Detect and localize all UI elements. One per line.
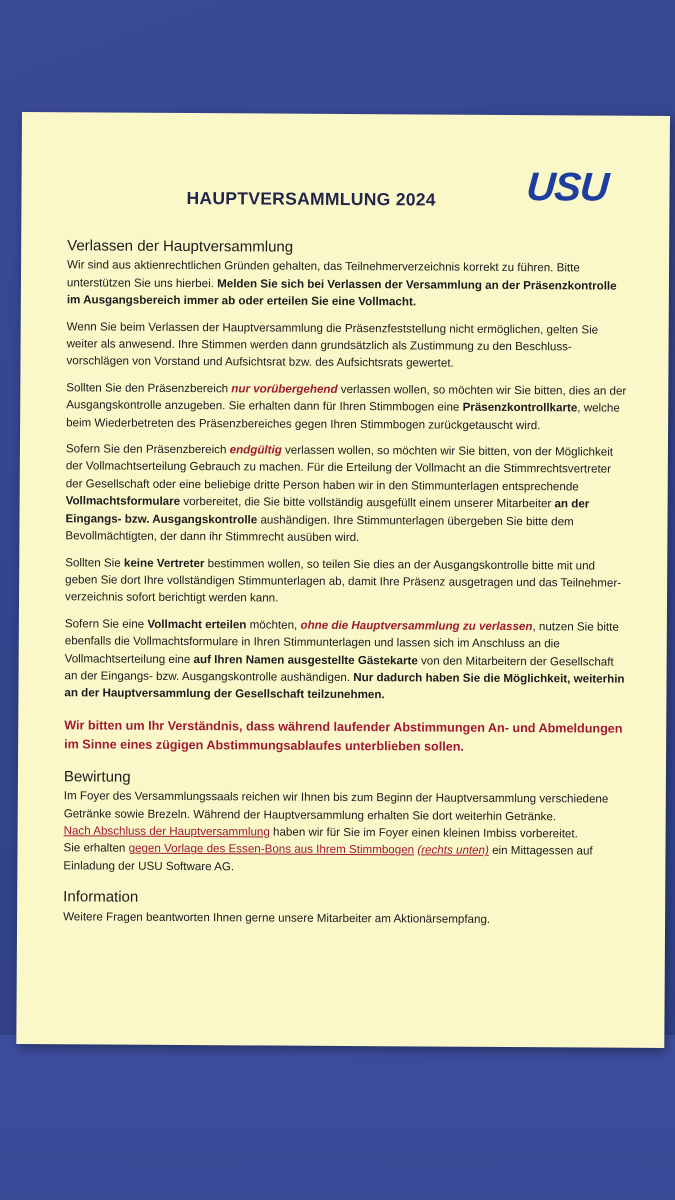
paragraph-text: Sollten Sie den Präsenzbereich: [66, 381, 232, 396]
paragraph-text: Sofern Sie den Präsenzbereich: [65, 442, 230, 457]
bold-text: Vollmacht erteilen: [147, 617, 247, 632]
heading-information: Information: [63, 888, 139, 906]
paragraph-information: Weitere Fragen beantworten Ihnen gerne unsere Mitarbeiter am Aktionärsempfang.: [63, 909, 491, 926]
paragraph-voruebergehend: [66, 379, 626, 435]
paragraph-text: verlassen wollen, so möchten wir Sie bitten, dies an der Ausgangskontrolle anzugeben. Sie erhalten dann für Ihren Stimmbogen eine: [66, 382, 627, 414]
paragraph-text: Sofern Sie eine: [64, 616, 148, 631]
paragraph-mittagessen: [63, 840, 623, 878]
paragraph-text: Wir sind aus aktienrechtlichen Gründen gehalten, das Teilnehmerverzeichnis korrekt zu führen. Bitte unterstützen Sie uns hierbei.: [66, 258, 580, 291]
paragraph-text: , nutzen Sie bitte ebenfalls die Vollmachtsformulare in Ihren Stimmunterlagen und lassen sich im Anschluss an die Vollmachtserteilung eine: [64, 619, 619, 666]
paragraph-text: haben wir für Sie im Foyer einen kleinen Imbiss vorbereitet.: [269, 825, 578, 841]
bold-text: Nur dadurch haben Sie die Möglichkeit, weiterhin an der Hauptversammlung der Gesellschaft teilzunehmen.: [64, 670, 625, 702]
paragraph-text: aushändigen. Ihre Stimmunterlagen übergeben Sie bitte dem Bevollmächtigten, der dann ihr Stimmrecht ausüben wird.: [65, 513, 574, 545]
paragraph-text: Sollten Sie: [65, 555, 124, 570]
paragraph-intro: [67, 257, 627, 313]
paragraph-text: ein Mittagessen auf Einladung der USU Software AG.: [63, 844, 593, 874]
paragraph-text: Sie erhalten: [63, 841, 129, 856]
bold-text: Vollmachtsformulare: [65, 494, 181, 509]
paragraph-praesenz: Wenn Sie beim Verlassen der Hauptversammlung die Präsenzfeststellung nicht ermöglichen, gelten Sie weiter als anwesend. Ihre Stimmen werden dann grundsätzlich als Zustimmung zu den Beschlussvorschlägen von Vorstand und Aufsichtsrat bzw. des Aufsichtsrats gewertet.: [66, 319, 599, 371]
paragraph-endgueltig: [65, 440, 626, 548]
underlined-text: (rechts unten): [417, 843, 489, 858]
paragraph-keine-vertreter: [65, 554, 625, 610]
document-title: HAUPTVERSAMMLUNG 2024: [186, 188, 436, 210]
emphasis-text: endgültig: [229, 443, 282, 457]
document-body: [63, 237, 627, 937]
paragraph-text: von den Mitarbeitern der Gesellschaft an der Eingangs- bzw. Ausgangskontrolle aushändigen.: [64, 653, 614, 684]
table-surface: [0, 1035, 675, 1200]
underlined-text: gegen Vorlage des Essen-Bons aus Ihrem Stimmbogen: [128, 842, 415, 857]
bold-text: Präsenzkontrollkarte: [462, 400, 578, 415]
emphasis-text: nur vorübergehend: [231, 382, 338, 396]
paragraph-text: verlassen wollen, so möchten wir Sie bitten, von der Möglichkeit der Vollmachtserteilung Gebrauch zu machen. Für die Erteilung der Vollmacht an die Stimmrechtsvertreter der Gesellschaft oder eine beliebige dritte Person haben wir in den Stimmunterlagen entsprechende: [65, 443, 614, 494]
heading-bewirtung: Bewirtung: [63, 768, 131, 786]
bold-text: keine Vertreter: [123, 556, 205, 570]
bold-text: auf Ihren Namen ausgestellte Gästekarte: [193, 652, 418, 667]
bold-text: Melden Sie sich bei Verlassen der Versammlung an der Präsenzkontrolle im Ausgangsbereich immer ab oder erteilen Sie eine Vollmacht.: [66, 277, 617, 309]
emphasis-text: ohne die Hauptversammlung zu verlassen: [300, 618, 533, 633]
paragraph-text: vorbereitet, die Sie bitte vollständig ausgefüllt einem unserer Mitarbeiter: [180, 495, 555, 511]
paragraph-text: bestimmen wollen, so teilen Sie dies an der Ausgangskontrolle bitte mit und geben Sie dort Ihre vollständigen Stimmunterlagen ab, damit Ihre Präsenz ausgetragen und das Teilnehmerverzeichnis sofort berichtigt werden kann.: [64, 556, 622, 605]
heading-verlassen: Verlassen der Hauptversammlung: [67, 237, 294, 256]
paragraph-text: möchten,: [246, 618, 301, 632]
underlined-text: Nach Abschluss der Hauptversammlung: [63, 824, 270, 839]
paragraph-foyer: Im Foyer des Versammlungssaals reichen wir Ihnen bis zum Beginn der Hauptversammlung verschiedene Getränke sowie Brezeln. Während der Hauptversammlung erhalten Sie dort weiterhin Getränke.: [63, 789, 609, 823]
bold-text: an der Eingangs- bzw. Ausgangskontrolle: [65, 497, 590, 527]
usu-logo: USU: [524, 165, 610, 210]
paragraph-text: , welche beim Wiederbetreten des Präsenzbereiches gegen Ihren Stimmbogen zurückgetauscht wird.: [66, 401, 620, 432]
paragraph-vollmacht: [64, 615, 625, 705]
notice-abstimmungen: Wir bitten um Ihr Verständnis, dass während laufender Abstimmungen An- und Abmeldungen im Sinne eines zügigen Abstimmungsablaufes unterblieben sollen.: [64, 718, 623, 754]
printed-sheet: [16, 112, 670, 1048]
